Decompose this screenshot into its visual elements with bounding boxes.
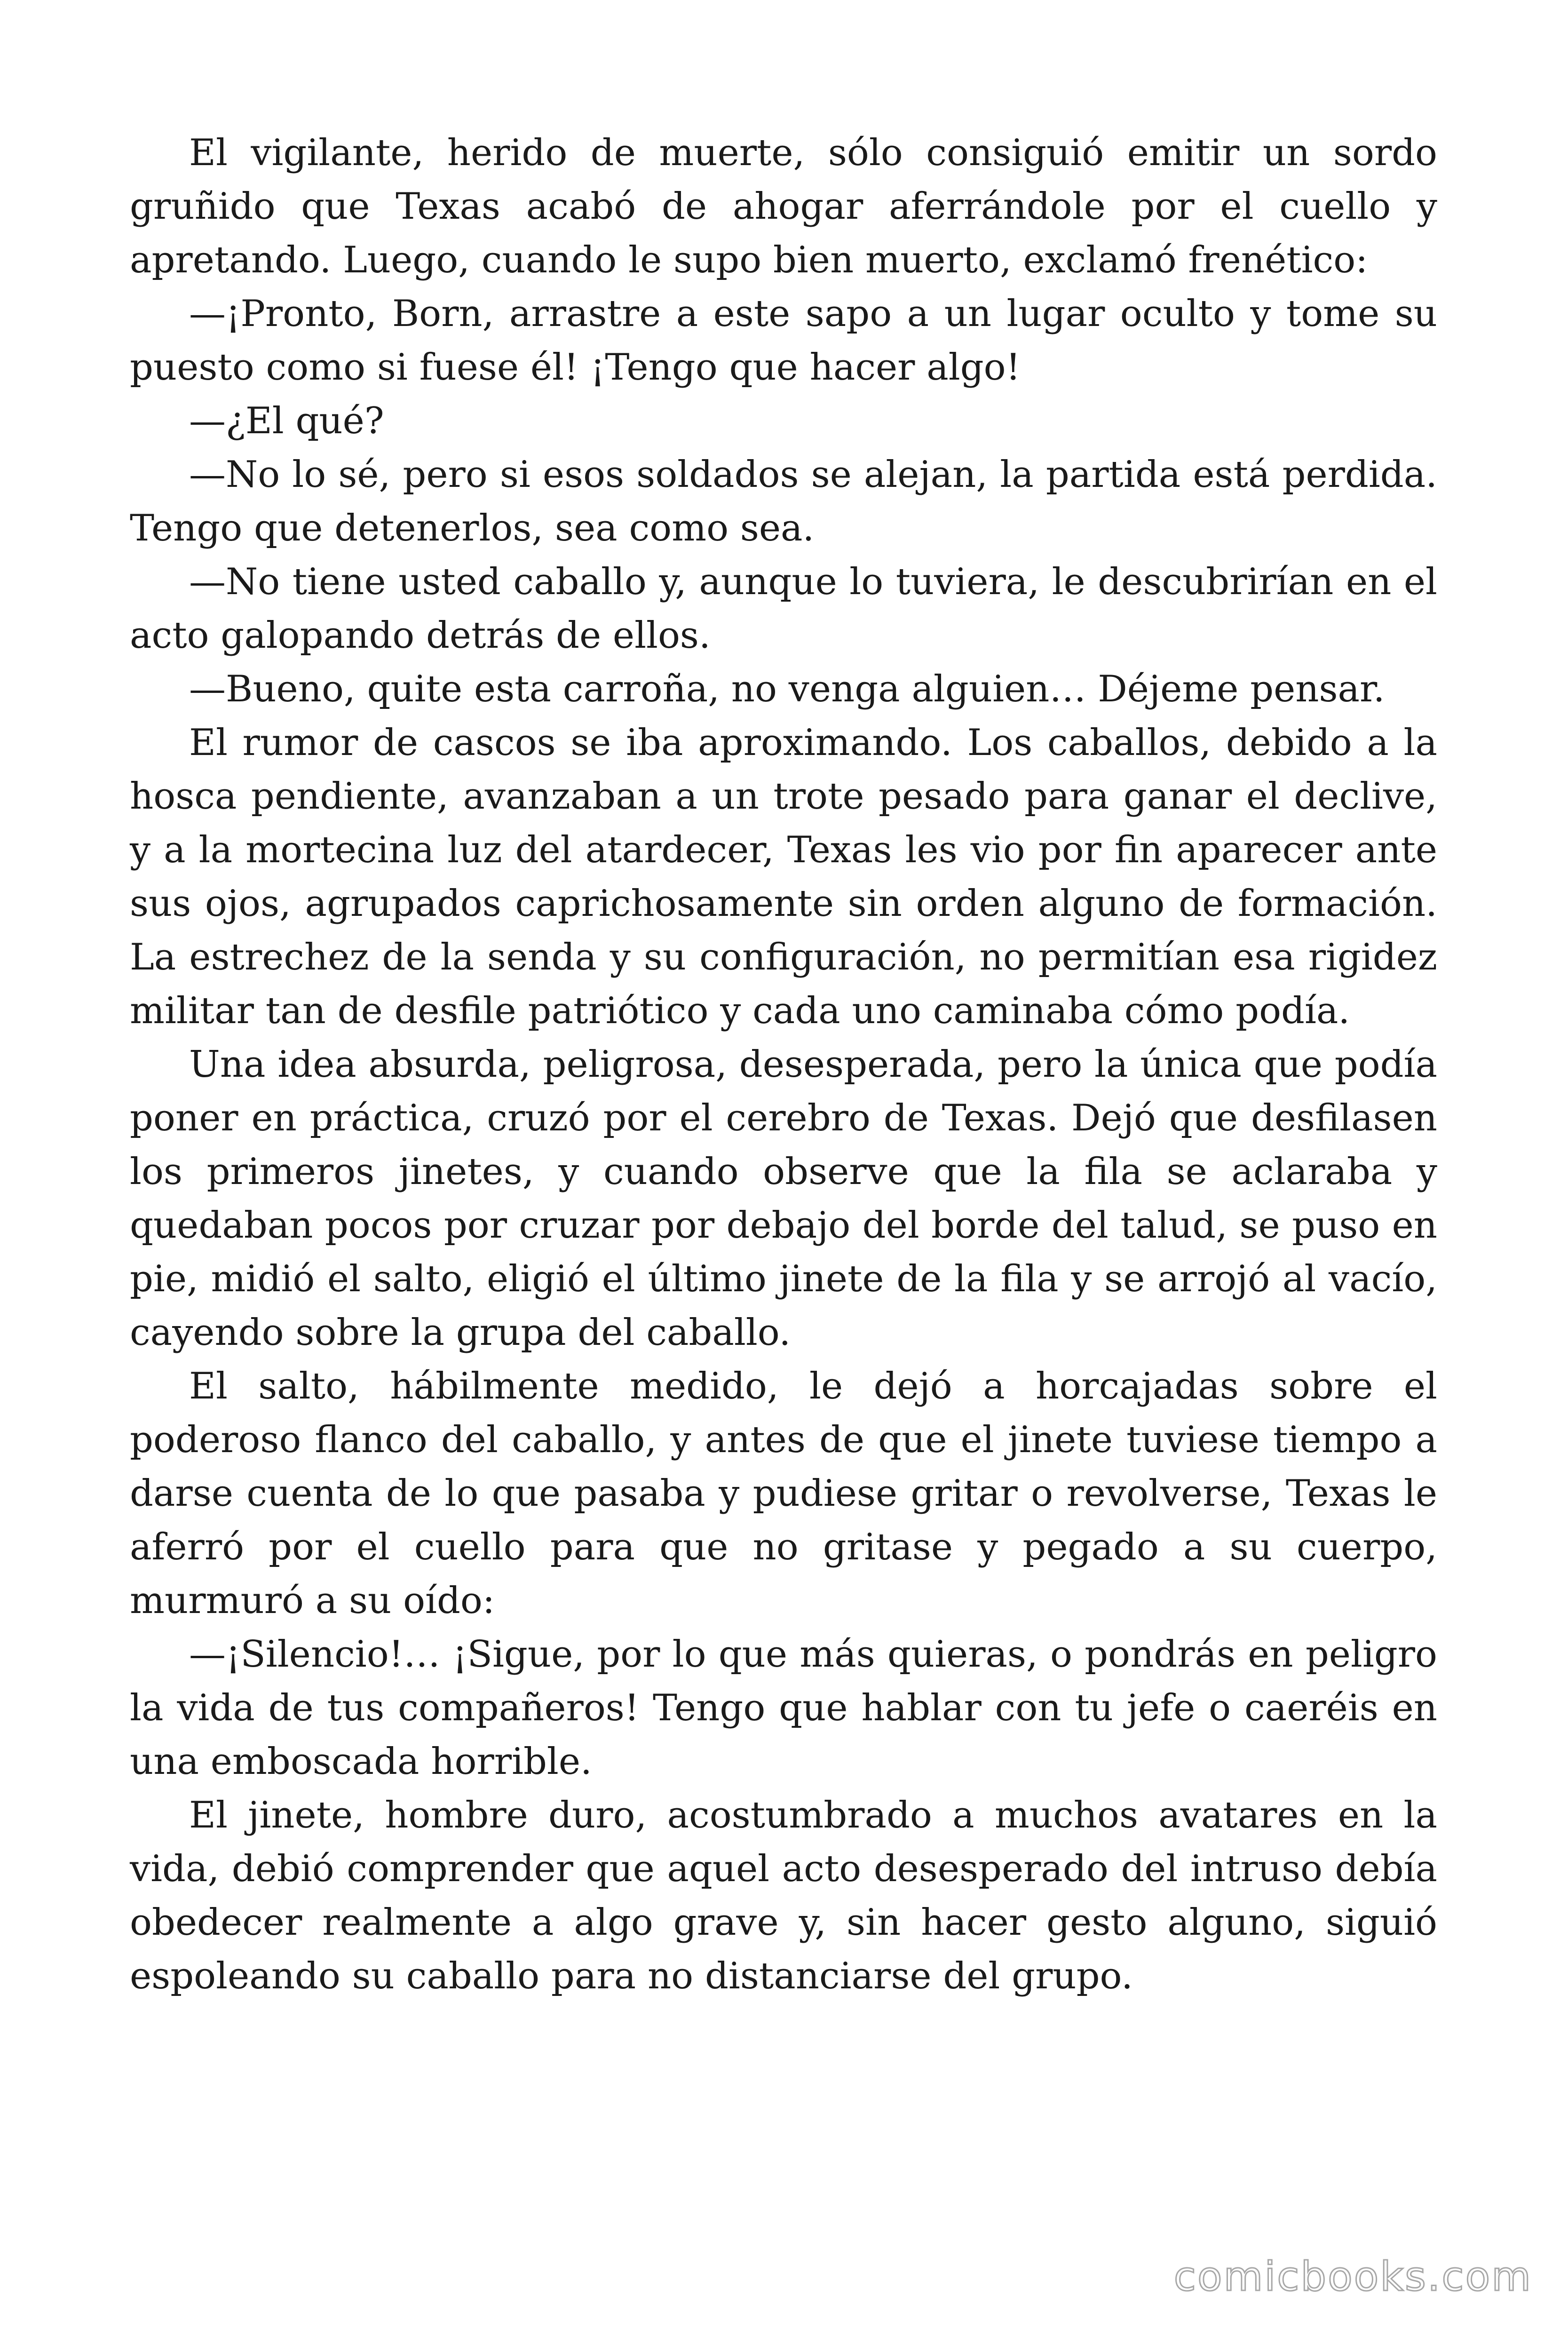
paragraph: —¡Pronto, Born, arrastre a este sapo a un lugar oculto y tome su puesto como si fuese él! ¡Tengo que hacer algo! [130,293,1437,389]
paragraph: —¡Silencio!… ¡Sigue, por lo que más quieras, o pondrás en peligro la vida de tus compañeros! Tengo que hablar con tu jefe o caeréis en una emboscada horrible. [130,1633,1437,1783]
paragraph: —No tiene usted caballo y, aunque lo tuviera, le descubrirían en el acto galopando detrás de ellos. [130,561,1437,657]
paragraph: Una idea absurda, peligrosa, desesperada, pero la única que podía poner en práctica, cruzó por el cerebro de Texas. Dejó que desfilasen los primeros jinetes, y cuando observe que la fila se aclaraba y quedaban pocos por cruzar por debajo del borde del talud, se puso en pie, midió el salto, eligió el último jinete de la fila y se arrojó al vacío, cayendo sobre la grupa del caballo. [130,1043,1437,1354]
paragraph: El vigilante, herido de muerte, sólo consiguió emitir un sordo gruñido que Texas acabó de ahogar aferrándole por el cuello y apretando. Luego, cuando le supo bien muerto, exclamó frenético: [130,132,1437,281]
watermark: comicbooks.com [1173,2253,1532,2300]
body-text [130,126,1437,2003]
paragraph: El jinete, hombre duro, acostumbrado a muchos avatares en la vida, debió comprender que aquel acto desesperado del intruso debía obedecer realmente a algo grave y, sin hacer gesto alguno, siguió espoleando su caballo para no distanciarse del grupo. [130,1794,1437,1997]
paragraph: —¿El qué? [189,400,384,442]
paragraph: —No lo sé, pero si esos soldados se alejan, la partida está perdida. Tengo que detenerlos, sea como sea. [130,453,1437,549]
paragraph: El rumor de cascos se iba aproximando. Los caballos, debido a la hosca pendiente, avanzaban a un trote pesado para ganar el declive, y a la mortecina luz del atardecer, Texas les vio por fin aparecer ante sus ojos, agrupados caprichosamente sin orden alguno de formación. La estrechez de la senda y su configuración, no permitían esa rigidez militar tan de desfile patriótico y cada uno caminaba cómo podía. [130,722,1437,1032]
paragraph: —Bueno, quite esta carroña, no venga alguien… Déjeme pensar. [189,668,1385,710]
paragraph: El salto, hábilmente medido, le dejó a horcajadas sobre el poderoso flanco del caballo, y antes de que el jinete tuviese tiempo a darse cuenta de lo que pasaba y pudiese gritar o revolverse, Texas le aferró por el cuello para que no gritase y pegado a su cuerpo, murmuró a su oído: [130,1365,1437,1622]
